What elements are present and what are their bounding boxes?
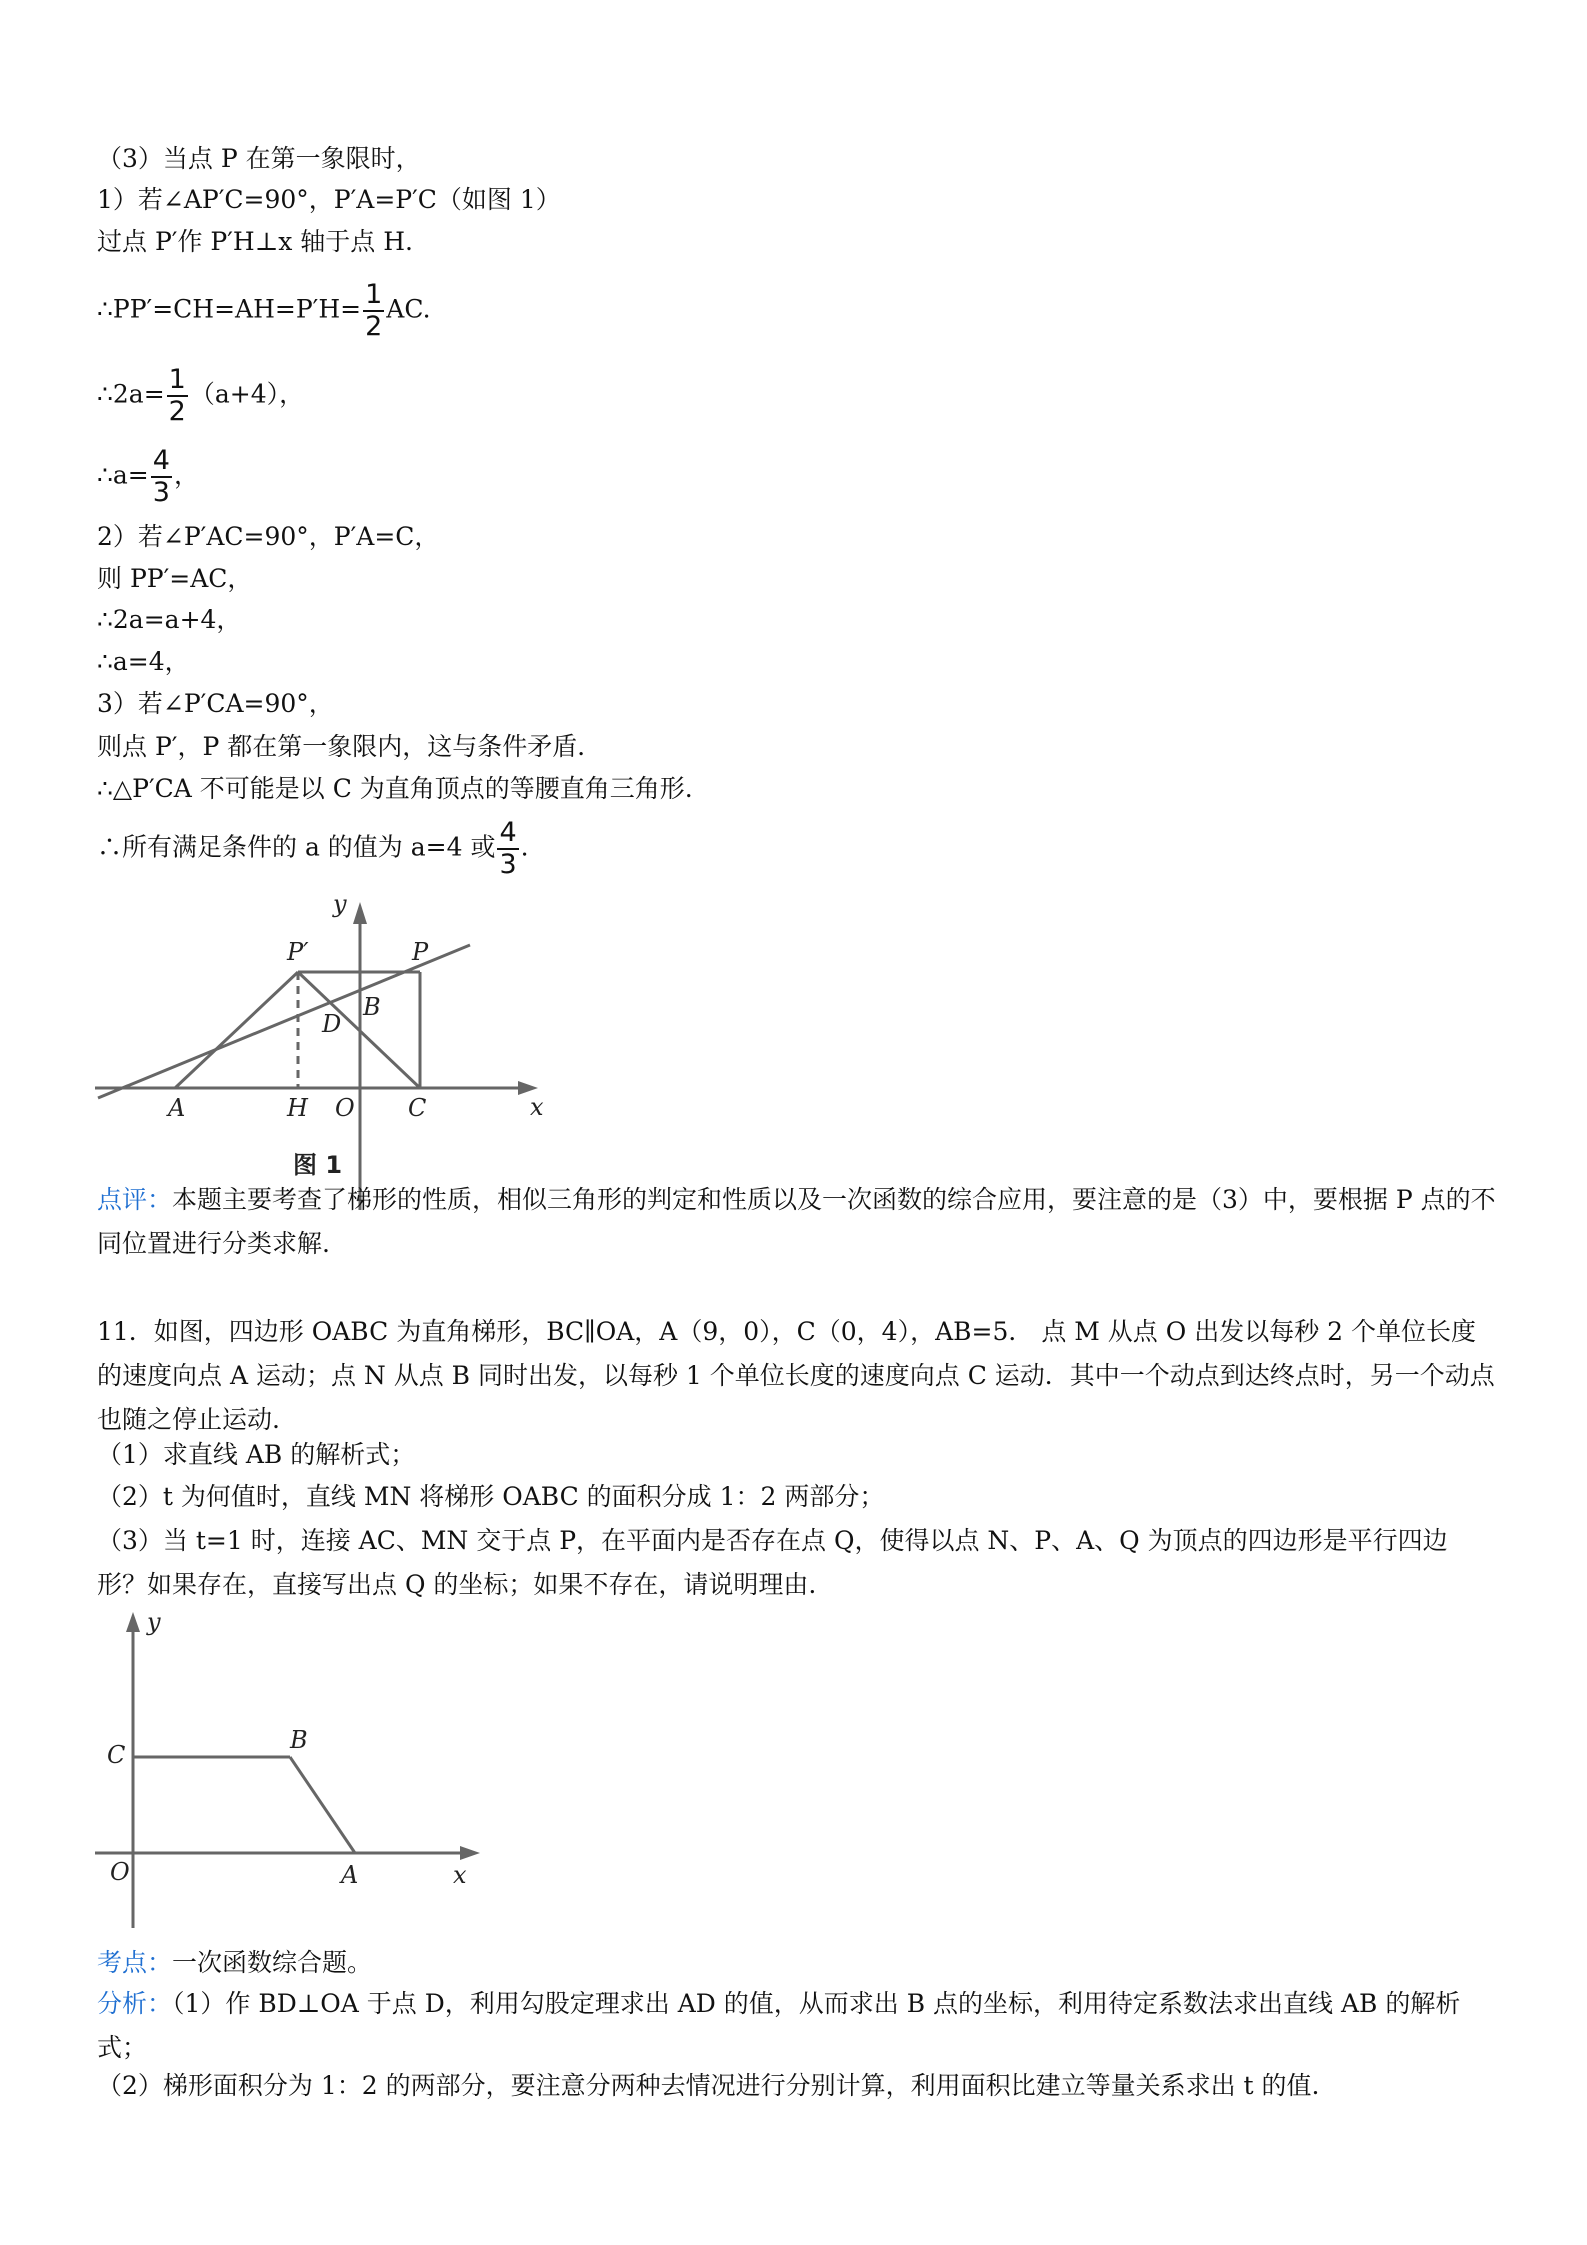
label-p-prime: P′ xyxy=(287,938,309,966)
text-line: 则点 P′，P 都在第一象限内，这与条件矛盾． xyxy=(97,732,603,761)
label-c: C xyxy=(107,1741,126,1769)
fraction-denominator: 2 xyxy=(365,311,383,342)
fraction xyxy=(363,280,384,342)
fraction-numerator: 1 xyxy=(168,364,186,395)
equation-prefix: ∴PP′=CH=AH=P′H= xyxy=(97,294,362,324)
equation-line xyxy=(97,365,304,427)
equation-prefix: ∴2a= xyxy=(97,379,165,409)
label-a: A xyxy=(341,1861,359,1889)
knowledge-point-text: 一次函数综合题。 xyxy=(172,1948,373,1977)
fraction-denominator: 2 xyxy=(168,396,186,427)
text-line: 2）若∠P′AC=90°，P′A=C， xyxy=(97,522,440,551)
fraction xyxy=(167,365,188,427)
fraction-denominator: 3 xyxy=(152,477,170,508)
label-d: D xyxy=(322,1010,342,1038)
analysis-part-2: （2）梯形面积分为 1：2 的两部分，要注意分两种去情况进行分别计算，利用面积比建立等量关系求出 t 的值. xyxy=(97,2071,1320,2100)
text-line: ∴△P′CA 不可能是以 C 为直角顶点的等腰直角三角形. xyxy=(97,774,693,803)
label-b: B xyxy=(290,1726,308,1754)
equation-prefix: ∴a= xyxy=(97,460,149,490)
review-text: 本题主要考查了梯形的性质，相似三角形的判定和性质以及一次函数的综合应用，要注意的是（3）中，要根据 P 点的不同位置进行分类求解. xyxy=(97,1185,1496,1258)
analysis-label: 分析： xyxy=(97,1989,173,2018)
equation-line xyxy=(97,818,529,880)
equation-line xyxy=(97,280,431,342)
line-ab xyxy=(98,945,470,1098)
problem-stem: 11．如图，四边形 OABC 为直角梯形，BC∥OA，A（9，0），C（0，4），AB=5． 点 M 从点 O 出发以每秒 2 个单位长度的速度向点 A 运动；点 N 从点 B 同时出发，以每秒 1 个单位长度的速度向点 C 运动．其中一个动点到达终点时，另一个动点也随之停止运动. xyxy=(97,1317,1495,1434)
analysis-text: （1）作 BD⊥OA 于点 D，利用勾股定理求出 AD 的值，从而求出 B 点的坐标，利用待定系数法求出直线 AB 的解析式； xyxy=(97,1989,1461,2062)
label-x: x xyxy=(453,1861,467,1889)
x-axis-arrow xyxy=(460,1846,480,1860)
label-a: A xyxy=(168,1094,186,1122)
equation-prefix: ∴所有满足条件的 a 的值为 a=4 或 xyxy=(97,832,496,862)
fraction-numerator: 4 xyxy=(152,445,170,476)
label-o: O xyxy=(110,1858,130,1886)
fraction xyxy=(151,446,172,508)
review-paragraph xyxy=(97,1178,1497,1266)
equation-line xyxy=(97,446,199,508)
label-h: H xyxy=(287,1094,308,1122)
text-line: 过点 P′作 P′H⊥x 轴于点 H. xyxy=(97,227,413,256)
fraction-denominator: 3 xyxy=(499,849,517,880)
label-x: x xyxy=(530,1093,544,1121)
question-1: （1）求直线 AB 的解析式； xyxy=(97,1440,416,1469)
review-label: 点评： xyxy=(97,1185,173,1214)
text-line: ∴2a=a+4， xyxy=(97,605,242,634)
analysis-paragraph xyxy=(97,1982,1497,2070)
text-line: ∴a=4， xyxy=(97,647,190,676)
y-axis-arrow xyxy=(353,902,367,924)
text-line: 1）若∠AP′C=90°，P′A=P′C（如图 1） xyxy=(97,185,561,214)
label-c: C xyxy=(408,1094,427,1122)
question-2: （2）t 为何值时，直线 MN 将梯形 OABC 的面积分成 1：2 两部分； xyxy=(97,1482,885,1511)
equation-suffix: . xyxy=(520,832,529,862)
segment-a-pprime xyxy=(175,972,298,1088)
label-o: O xyxy=(335,1094,355,1122)
label-y: y xyxy=(147,1608,161,1636)
knowledge-point xyxy=(97,1946,372,1980)
equation-suffix: （a+4）， xyxy=(189,379,305,409)
text-line: （3）当点 P 在第一象限时， xyxy=(97,144,421,173)
segment-b-a xyxy=(290,1757,355,1853)
figure-1 xyxy=(90,890,570,1210)
figure-caption: 图 1 xyxy=(293,1151,343,1179)
label-b: B xyxy=(363,993,381,1021)
question-3: （3）当 t=1 时，连接 AC、MN 交于点 P，在平面内是否存在点 Q，使得以点 N、P、A、Q 为顶点的四边形是平行四边形？如果存在，直接写出点 Q 的坐标；如果不存在，请说明理由. xyxy=(97,1526,1448,1599)
figure-2 xyxy=(95,1600,495,1930)
text-line: 则 PP′=AC， xyxy=(97,564,253,593)
fraction xyxy=(497,818,518,880)
equation-suffix: ， xyxy=(173,460,199,490)
text-line: 3）若∠P′CA=90°， xyxy=(97,689,334,718)
fraction-numerator: 1 xyxy=(365,279,383,310)
equation-suffix: AC. xyxy=(386,294,431,324)
fraction-numerator: 4 xyxy=(499,817,517,848)
y-axis-arrow xyxy=(126,1612,140,1632)
label-p: P xyxy=(412,938,429,966)
knowledge-point-label: 考点： xyxy=(97,1948,173,1977)
label-y: y xyxy=(333,890,347,918)
